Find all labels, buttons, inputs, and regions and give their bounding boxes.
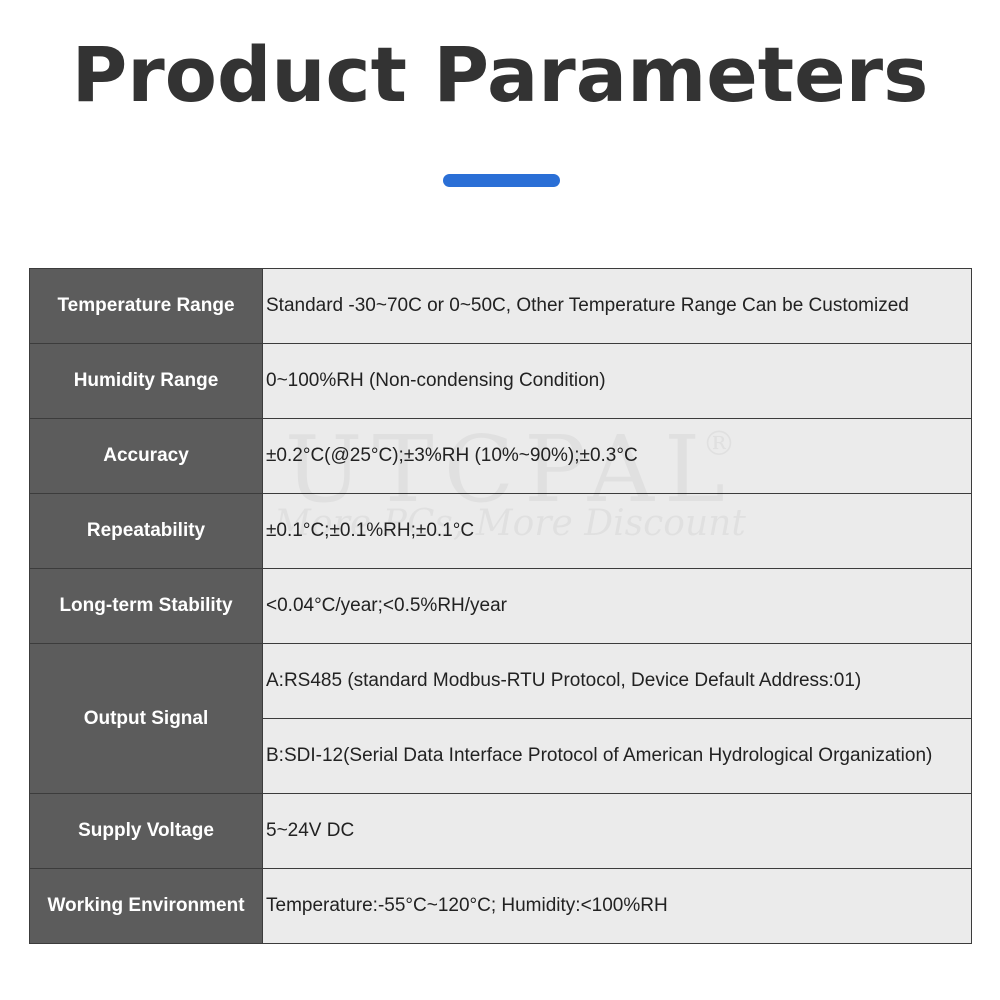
param-label: Accuracy <box>30 419 263 494</box>
param-label: Humidity Range <box>30 344 263 419</box>
table-row <box>30 269 972 344</box>
param-label: Working Environment <box>30 869 263 944</box>
param-value: B:SDI-12(Serial Data Interface Protocol of American Hydrological Organization) <box>263 719 972 794</box>
param-value: 0~100%RH (Non-condensing Condition) <box>263 344 972 419</box>
param-value: Temperature:-55°C~120°C; Humidity:<100%RH <box>263 869 972 944</box>
param-label: Output Signal <box>30 644 263 794</box>
table-row <box>30 644 972 719</box>
param-value: A:RS485 (standard Modbus-RTU Protocol, Device Default Address:01) <box>263 644 972 719</box>
param-value: Standard -30~70C or 0~50C, Other Temperature Range Can be Customized <box>263 269 972 344</box>
table-row <box>30 419 972 494</box>
table-row <box>30 569 972 644</box>
param-label: Supply Voltage <box>30 794 263 869</box>
table-row <box>30 344 972 419</box>
parameters-table <box>29 268 972 944</box>
table-row <box>30 794 972 869</box>
param-value: ±0.1°C;±0.1%RH;±0.1°C <box>263 494 972 569</box>
param-value: 5~24V DC <box>263 794 972 869</box>
title-underline-accent <box>443 174 560 187</box>
table-row <box>30 494 972 569</box>
page-title: Product Parameters <box>71 30 929 119</box>
param-label: Long-term Stability <box>30 569 263 644</box>
param-value: <0.04°C/year;<0.5%RH/year <box>263 569 972 644</box>
param-label: Repeatability <box>30 494 263 569</box>
table-row <box>30 869 972 944</box>
param-label: Temperature Range <box>30 269 263 344</box>
param-value: ±0.2°C(@25°C);±3%RH (10%~90%);±0.3°C <box>263 419 972 494</box>
